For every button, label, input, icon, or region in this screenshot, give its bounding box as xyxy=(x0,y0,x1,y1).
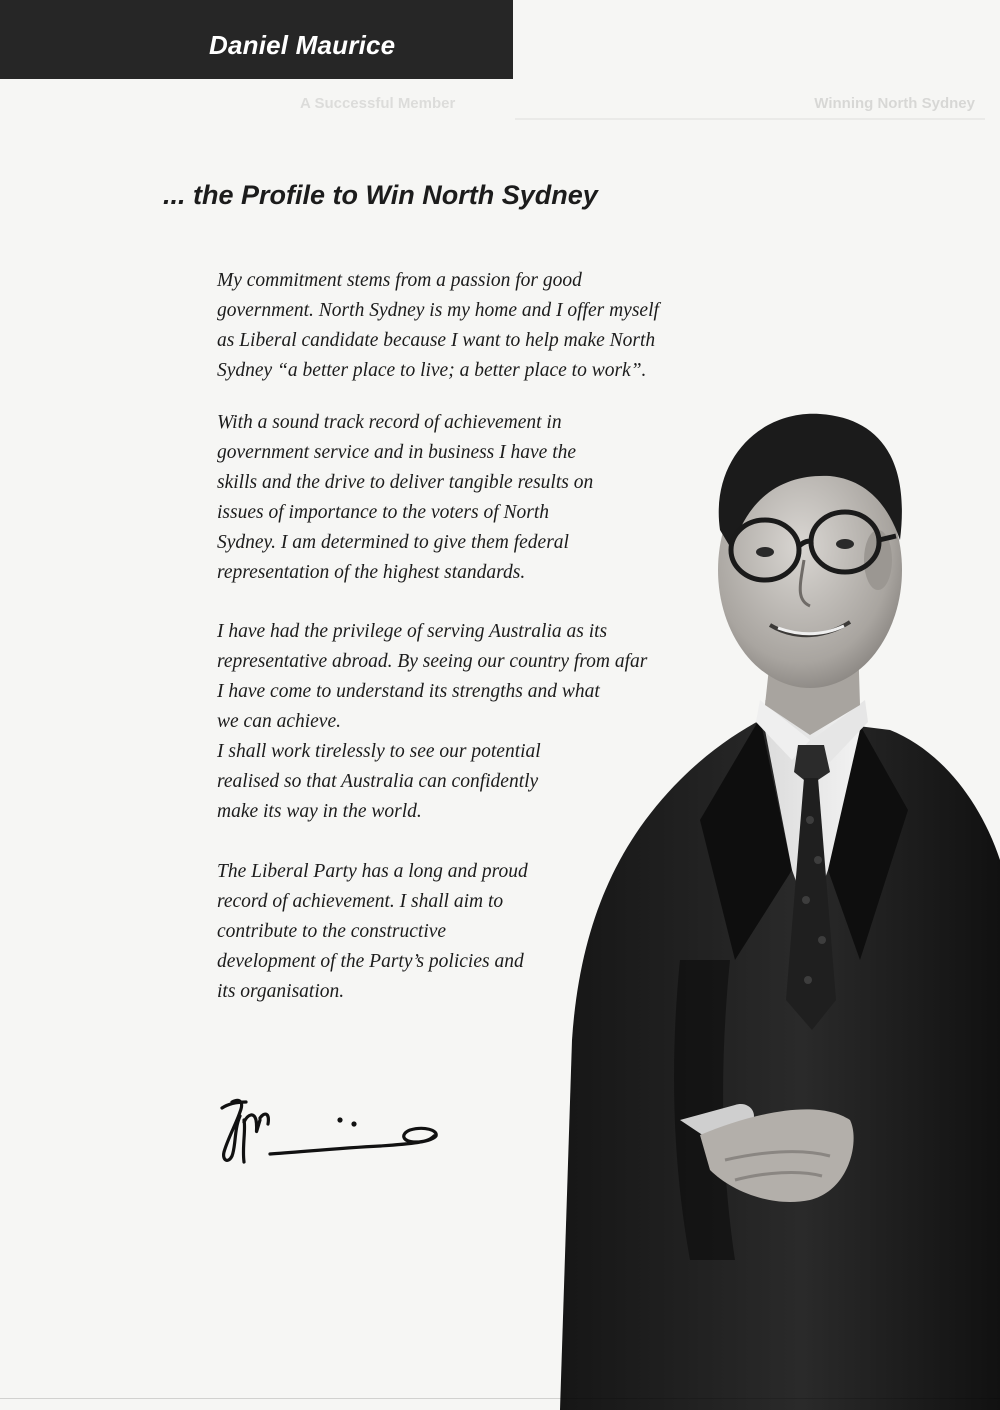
paragraph-line: government service and in business I have the xyxy=(217,442,577,463)
paragraph-line: skills and the drive to deliver tangible results on xyxy=(217,472,594,493)
paragraph-line: Sydney “a better place to live; a better place to work”. xyxy=(217,360,647,381)
signature-icon xyxy=(210,1090,450,1170)
paragraph-liberal-party xyxy=(217,857,528,1007)
paragraph-line: issues of importance to the voters of North xyxy=(217,502,550,523)
page-edge-line xyxy=(0,1398,1000,1399)
paragraph-line: realised so that Australia can confidently xyxy=(217,771,539,792)
paragraph-line: make its way in the world. xyxy=(217,801,422,822)
paragraph-line: record of achievement. I shall aim to xyxy=(217,891,504,912)
paragraph-line: contribute to the constructive xyxy=(217,921,447,942)
paragraph-line: government. North Sydney is my home and I offer myself xyxy=(217,300,659,321)
show-through-heading: Winning North Sydney xyxy=(515,88,985,120)
paragraph-line: Sydney. I am determined to give them federal xyxy=(217,532,569,553)
show-through-subheading: A Successful Member xyxy=(300,95,456,112)
paragraph-line: With a sound track record of achievement in xyxy=(217,412,562,433)
paragraph-line: I shall work tirelessly to see our potential xyxy=(217,741,541,762)
paragraph-line: as Liberal candidate because I want to help make North xyxy=(217,330,656,351)
paragraph-line: My commitment stems from a passion for good xyxy=(217,270,582,291)
paragraph-line: development of the Party’s policies and xyxy=(217,951,524,972)
candidate-name: Daniel Maurice xyxy=(209,30,396,60)
paragraph-line: we can achieve. xyxy=(217,711,341,732)
paragraph-line: I have come to understand its strengths and what xyxy=(217,681,600,702)
paragraph-commitment xyxy=(217,266,659,386)
portrait-photo-icon xyxy=(560,400,1000,1410)
paragraph-line: I have had the privilege of serving Australia as its xyxy=(217,621,608,642)
name-banner xyxy=(0,0,513,79)
paragraph-line: representative abroad. By seeing our country from afar xyxy=(217,651,648,672)
paragraph-line: The Liberal Party has a long and proud xyxy=(217,861,528,882)
paragraph-line: representation of the highest standards. xyxy=(217,562,526,583)
headline: ... the Profile to Win North Sydney xyxy=(163,180,598,210)
paragraph-line: its organisation. xyxy=(217,981,345,1002)
paragraph-track-record xyxy=(217,408,593,588)
